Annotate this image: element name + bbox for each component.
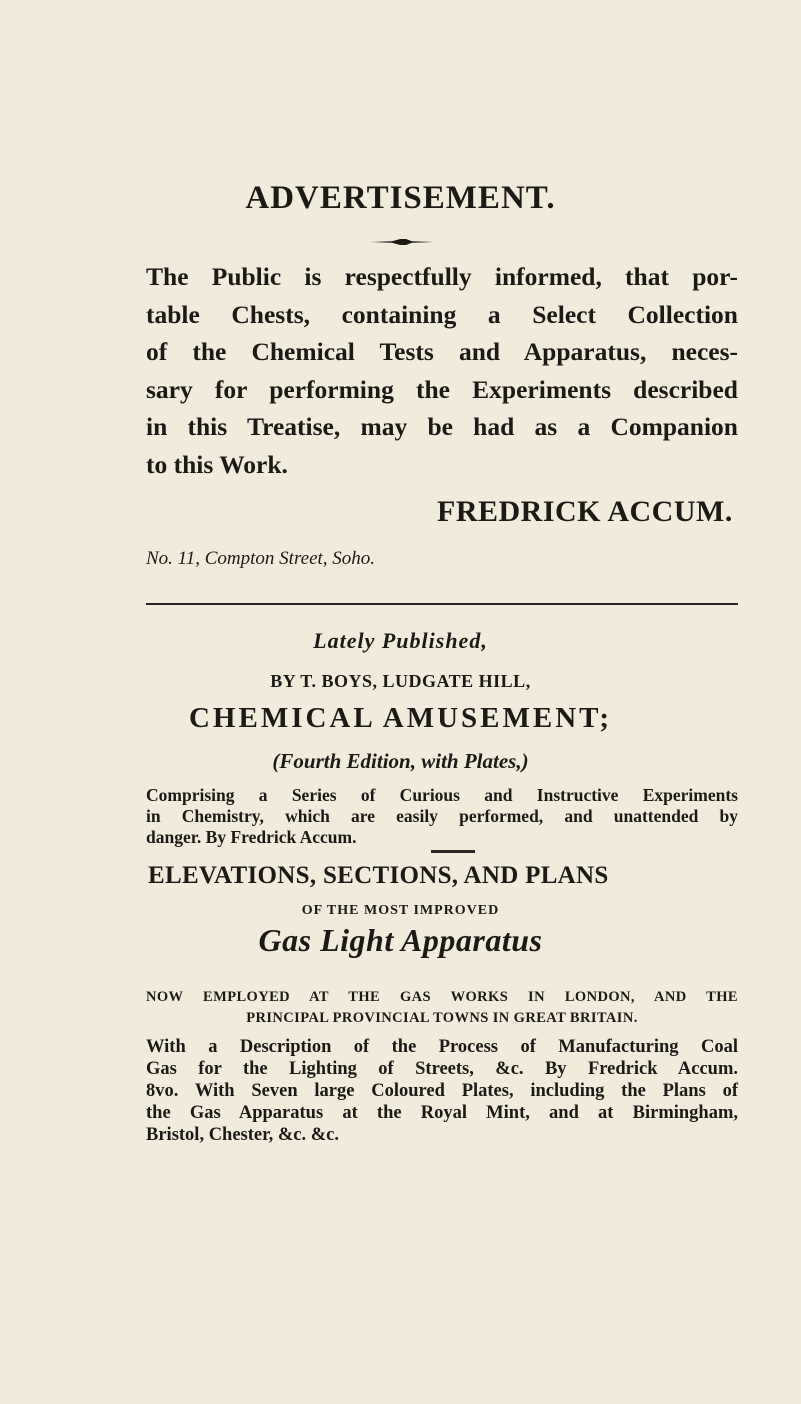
description-line: danger. By Fredrick Accum.	[146, 827, 357, 847]
gas-description	[146, 1036, 738, 1146]
gas-light-apparatus-title: Gas Light Apparatus	[258, 922, 543, 958]
body-line: table Chests, containing a Select Collection	[146, 299, 738, 329]
section-divider	[146, 603, 738, 605]
publisher-line: BY T. BOYS, LUDGATE HILL,	[270, 671, 531, 691]
body-line: sary for performing the Experiments described	[146, 374, 738, 404]
gas-description-line: 8vo. With Seven large Coloured Plates, including the Plans of	[146, 1081, 738, 1101]
caps-line: PRINCIPAL PROVINCIAL TOWNS IN GREAT BRITAIN.	[246, 1010, 638, 1026]
chemical-amusement-title: CHEMICAL AMUSEMENT;	[188, 702, 612, 734]
body-line: to this Work.	[146, 449, 288, 479]
advertisement-title: ADVERTISEMENT.	[245, 180, 556, 216]
body-line: in this Treatise, may be had as a Companion	[146, 412, 738, 441]
description-line: in Chemistry, which are easily performed, and unattended by	[146, 806, 738, 826]
lately-published-heading: Lately Published,	[313, 628, 488, 653]
body-line: of the Chemical Tests and Apparatus, neces-	[146, 337, 738, 366]
caps-line: NOW EMPLOYED AT THE GAS WORKS IN LONDON, AND THE	[146, 989, 738, 1005]
gas-locations	[146, 987, 738, 1029]
gas-description-line: With a Description of the Process of Manufacturing Coal	[146, 1037, 738, 1057]
address: No. 11, Compton Street, Soho.	[146, 548, 376, 569]
edition-note: (Fourth Edition, with Plates,)	[272, 749, 529, 773]
body-line: The Public is respectfully informed, that por-	[146, 262, 738, 291]
ornament-rule	[370, 238, 434, 246]
gas-description-line: Bristol, Chester, &c. &c.	[146, 1125, 340, 1145]
gas-section-heading: ELEVATIONS, SECTIONS, AND PLANS	[148, 862, 609, 889]
gas-description-line: Gas for the Lighting of Streets, &c. By Fredrick Accum.	[146, 1059, 738, 1079]
short-divider	[431, 850, 475, 853]
signature: FREDRICK ACCUM.	[437, 495, 733, 528]
advertisement-body	[146, 258, 738, 483]
chemical-amusement-description	[146, 785, 738, 848]
gas-section-subheading: OF THE MOST IMPROVED	[301, 903, 500, 918]
description-line: Comprising a Series of Curious and Instructive Experiments	[146, 785, 738, 805]
gas-description-line: the Gas Apparatus at the Royal Mint, and at Birmingham,	[146, 1103, 738, 1123]
